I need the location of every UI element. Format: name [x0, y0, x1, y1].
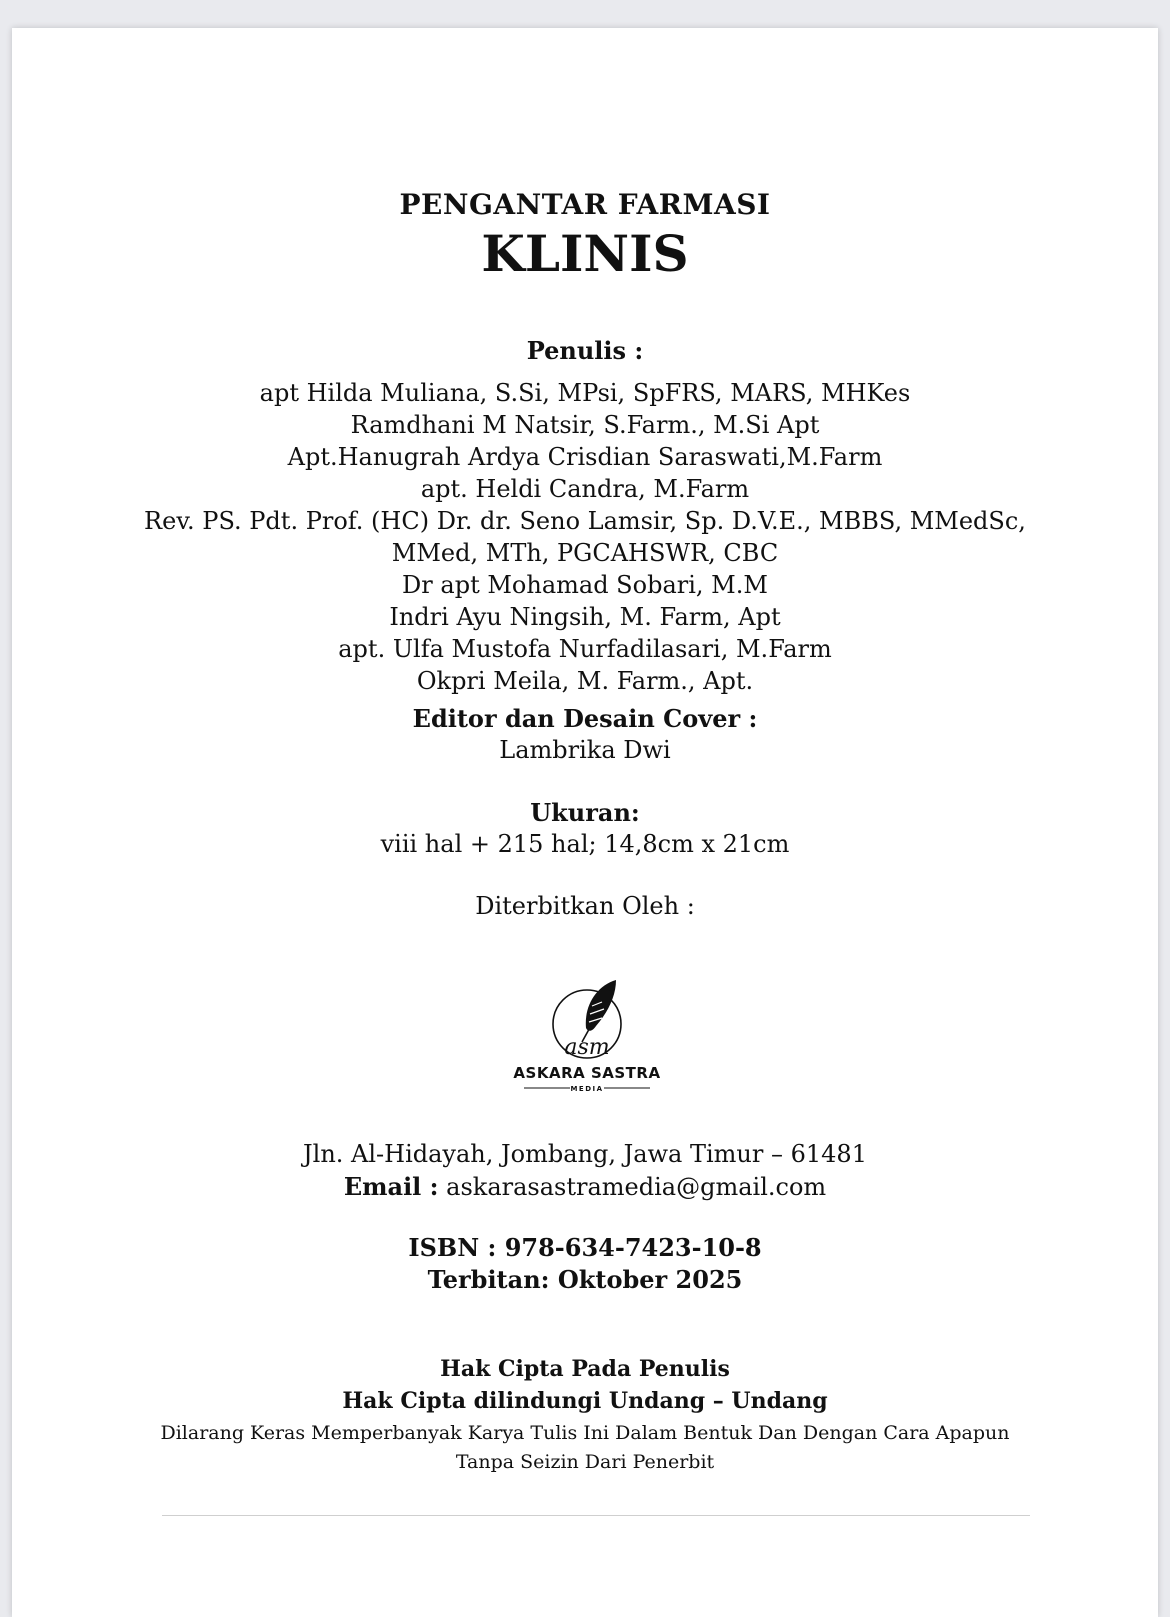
author-line: Indri Ayu Ningsih, M. Farm, Apt	[389, 603, 781, 631]
editor-label: Editor dan Desain Cover :	[412, 704, 758, 733]
bottom-divider	[162, 1515, 1030, 1516]
copyright-line1: Hak Cipta Pada Penulis	[440, 1356, 730, 1382]
book-title-line1: PENGANTAR FARMASI	[399, 188, 771, 221]
publisher-address: Jln. Al-Hidayah, Jombang, Jawa Timur – 61481	[303, 1140, 867, 1168]
copyright-line4: Tanpa Seizin Dari Penerbit	[455, 1451, 715, 1473]
author-line: apt Hilda Muliana, S.Si, MPsi, SpFRS, MARS, MHKes	[259, 379, 911, 407]
authors-list	[12, 377, 1158, 697]
email-value: askarasastramedia@gmail.com	[446, 1173, 827, 1201]
editor-name: Lambrika Dwi	[499, 736, 671, 764]
authors-label: Penulis :	[526, 336, 644, 365]
author-line: Rev. PS. Pdt. Prof. (HC) Dr. dr. Seno Lamsir, Sp. D.V.E., MBBS, MMedSc,	[144, 507, 1026, 535]
copyright-line3: Dilarang Keras Memperbanyak Karya Tulis Ini Dalam Bentuk Dan Dengan Cara Apapun	[160, 1422, 1010, 1444]
logo-name: ASKARA SASTRA	[513, 1064, 661, 1082]
document-page	[12, 28, 1158, 1617]
publisher-email-line	[12, 1172, 1158, 1201]
author-line: Dr apt Mohamad Sobari, M.M	[402, 571, 768, 599]
size-label: Ukuran:	[530, 798, 640, 827]
copyright-line2: Hak Cipta dilindungi Undang – Undang	[342, 1388, 828, 1414]
isbn: ISBN : 978-634-7423-10-8	[408, 1233, 762, 1262]
author-line: Apt.Hanugrah Ardya Crisdian Saraswati,M.Farm	[287, 443, 883, 471]
book-title-line2: KLINIS	[481, 224, 689, 283]
author-line: apt. Ulfa Mustofa Nurfadilasari, M.Farm	[338, 635, 832, 663]
author-line: MMed, MTh, PGCAHSWR, CBC	[391, 539, 779, 567]
publisher-label: Diterbitkan Oleh :	[475, 892, 695, 920]
publisher-logo	[512, 976, 662, 1116]
edition: Terbitan: Oktober 2025	[427, 1265, 743, 1294]
logo-sub: MEDIA	[570, 1085, 604, 1093]
author-line: Ramdhani M Natsir, S.Farm., M.Si Apt	[350, 411, 820, 439]
logo-monogram: asm	[564, 1035, 610, 1060]
email-label: Email :	[343, 1172, 439, 1201]
size-value: viii hal + 215 hal; 14,8cm x 21cm	[380, 830, 790, 858]
author-line: Okpri Meila, M. Farm., Apt.	[416, 667, 754, 695]
author-line: apt. Heldi Candra, M.Farm	[420, 475, 750, 503]
